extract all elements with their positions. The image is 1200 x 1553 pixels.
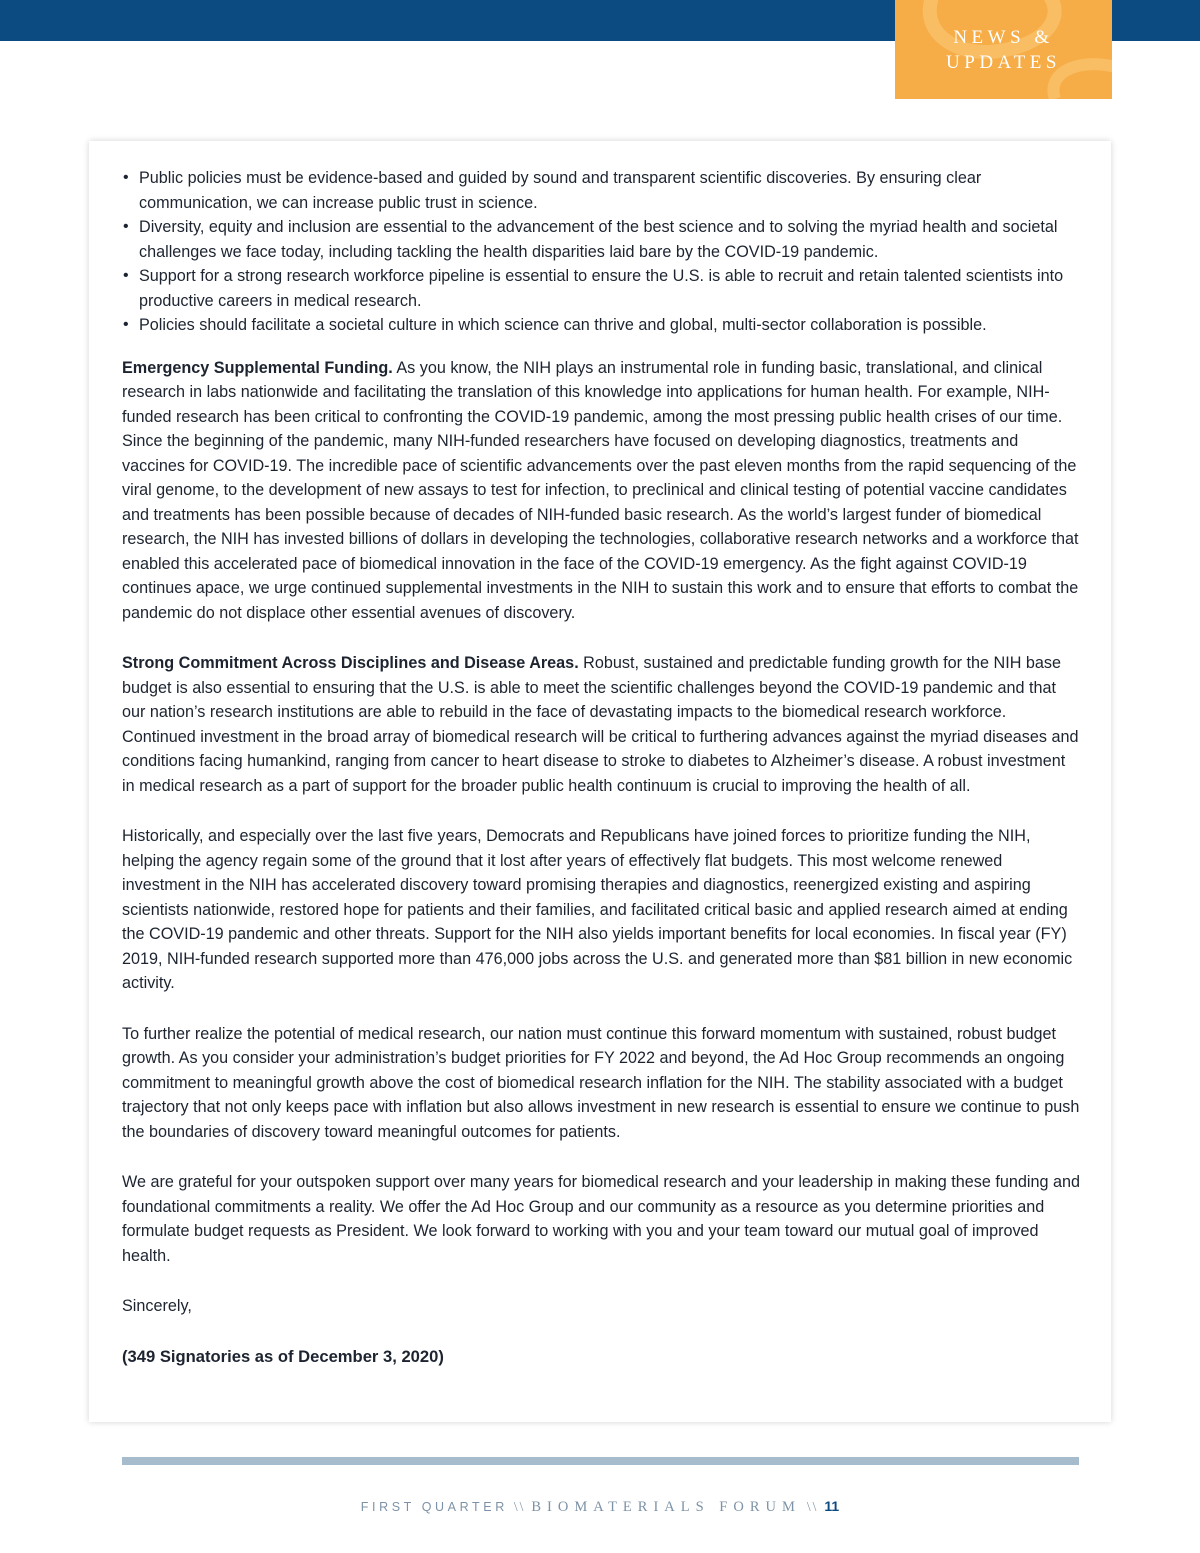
paragraph-historically <box>122 824 1082 996</box>
paragraph-lead: Strong Commitment Across Disciplines and Disease Areas. <box>122 654 579 672</box>
paragraph-text: To further realize the potential of medical research, our nation must continue this forward momentum with sustained, robust budget growth. As you consider your administration’s budget priorities for FY 2022 and beyond, the Ad Hoc Group recommends an ongoing commitment to meaningful growth above the cost of biomedical research inflation for the NIH. The stability associated with a budget trajectory that not only keeps pace with inflation but also allows investment in new research is essential to ensure we continue to push the boundaries of discovery toward meaningful outcomes for patients. <box>122 1024 1080 1141</box>
letter-body <box>122 166 1082 1369</box>
closing-salutation: Sincerely, <box>122 1297 192 1315</box>
list-item <box>122 166 1082 215</box>
news-updates-tab <box>895 0 1112 99</box>
paragraph-text: We are grateful for your outspoken support over many years for biomedical research and your leadership in making these funding and foundational commitments a reality. We offer the Ad Hoc Group and our community as a resource as you determine priorities and formulate budget requests as President. We look forward to working with you and your team toward our mutual goal of improved health. <box>122 1173 1080 1265</box>
footer-publication: BIOMATERIALS FORUM <box>531 1499 801 1515</box>
list-item <box>122 264 1082 313</box>
letter-card <box>89 141 1111 1422</box>
section-label-line1: NEWS & <box>953 27 1054 48</box>
bullet-text: Public policies must be evidence-based and guided by sound and transparent scientific discoveries. By ensuring clear communication, we can increase public trust in science. <box>139 169 982 212</box>
paragraph-text: Robust, sustained and predictable funding growth for the NIH base budget is also essential to ensuring that the U.S. is able to meet the scientific challenges beyond the COVID-19 pandemic and that our nation’s research institutions are able to rebuild in the face of devastating impacts to the biomedical research workforce. Continued investment in the broad array of biomedical research will be critical to furthering advances against the myriad diseases and conditions facing humankind, ranging from cancer to heart disease to stroke to diabetes to Alzheimer’s disease. A robust investment in medical research as a part of support for the broader public health continuum is crucial to improving the health of all. <box>122 654 1079 795</box>
bullet-list <box>122 166 1082 338</box>
bullet-icon: • <box>123 218 129 235</box>
footer-quarter: FIRST QUARTER <box>360 1500 508 1514</box>
paragraph-lead: Emergency Supplemental Funding. <box>122 358 393 377</box>
footer-rule <box>122 1457 1079 1465</box>
page-footer <box>0 1498 1200 1516</box>
list-item <box>122 313 1082 338</box>
section-label <box>895 25 1112 75</box>
paragraph-emergency-funding <box>122 356 1082 626</box>
section-label-line2: UPDATES <box>946 52 1061 73</box>
bullet-text: Diversity, equity and inclusion are essential to the advancement of the best science and to solving the myriad health and societal challenges we face today, including tackling the health disparities laid bare by the COVID-19 pandemic. <box>139 218 1058 261</box>
bullet-text: Policies should facilitate a societal culture in which science can thrive and global, multi-sector collaboration is possible. <box>139 316 987 334</box>
bullet-icon: • <box>123 169 129 186</box>
signatories-note: (349 Signatories as of December 3, 2020) <box>122 1346 444 1366</box>
page-number: 11 <box>824 1498 840 1514</box>
footer-separator: \\ <box>806 1499 819 1514</box>
paragraph-momentum <box>122 1022 1082 1145</box>
paragraph-grateful <box>122 1170 1082 1268</box>
paragraph-strong-commitment <box>122 651 1082 798</box>
footer-separator: \\ <box>513 1499 526 1514</box>
list-item <box>122 215 1082 264</box>
bullet-icon: • <box>123 267 129 284</box>
paragraph-text: As you know, the NIH plays an instrumental role in funding basic, translational, and clinical research in labs nationwide and facilitating the translation of this knowledge into applications for human health. For example, NIH-funded research has been critical to confronting the COVID-19 pandemic, among the most pressing public health crises of our time. Since the beginning of the pandemic, many NIH-funded researchers have focused on developing diagnostics, treatments and vaccines for COVID-19. The incredible pace of scientific advancements over the past eleven months from the rapid sequencing of the viral genome, to the development of new assays to test for infection, to preclinical and clinical testing of potential vaccine candidates and treatments has been possible because of decades of NIH-funded basic research. As the world’s largest funder of biomedical research, the NIH has invested billions of dollars in developing the technologies, collaborative research networks and a workforce that enabled this accelerated pace of biomedical innovation in the face of the COVID-19 emergency. As the fight against COVID-19 continues apace, we urge continued supplemental investments in the NIH to sustain this work and to ensure that efforts to combat the pandemic do not displace other essential avenues of discovery. <box>122 358 1079 622</box>
bullet-text: Support for a strong research workforce pipeline is essential to ensure the U.S. is able to recruit and retain talented scientists into productive careers in medical research. <box>139 267 1064 310</box>
bullet-icon: • <box>123 316 129 333</box>
paragraph-text: Historically, and especially over the last five years, Democrats and Republicans have joined forces to prioritize funding the NIH, helping the agency regain some of the ground that it lost after years of effectively flat budgets. This most welcome renewed investment in the NIH has accelerated discovery toward promising therapies and diagnostics, reenergized existing and aspiring scientists nationwide, restored hope for patients and their families, and facilitated critical basic and applied research aimed at ending the COVID-19 pandemic and other threats. Support for the NIH also yields important benefits for local economies. In fiscal year (FY) 2019, NIH-funded research supported more than 476,000 jobs across the U.S. and generated more than $81 billion in new economic activity. <box>122 827 1073 992</box>
